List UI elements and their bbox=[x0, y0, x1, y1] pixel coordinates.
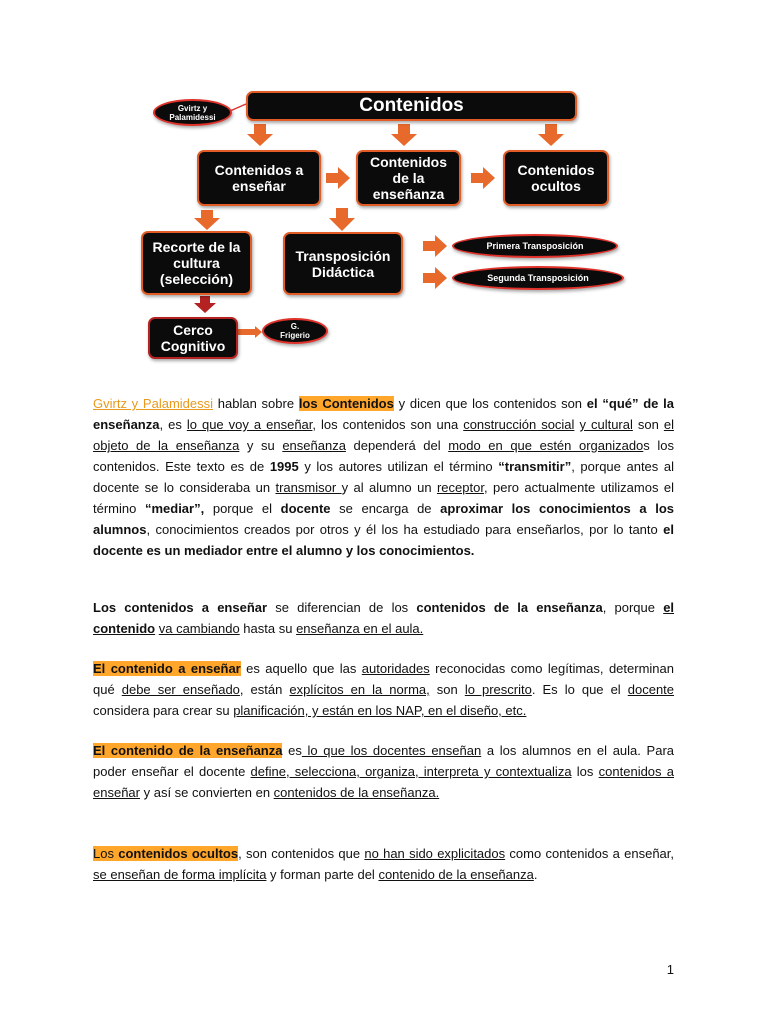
underlined-text: enseñanza bbox=[282, 438, 346, 453]
text: . Es lo que el bbox=[531, 682, 628, 697]
bold-text: el “qué” de la enseñanza bbox=[93, 396, 674, 432]
underlined-text: lo que voy a enseñar bbox=[186, 417, 313, 432]
node-contenidos-de-la-ensenanza bbox=[356, 150, 461, 206]
text: hablan sobre bbox=[213, 396, 299, 411]
underlined-text: autoridades bbox=[361, 661, 430, 676]
arrow-right-2 bbox=[471, 167, 495, 189]
arrow-down-contenidos-de-la-ensenanza bbox=[391, 124, 417, 146]
ellipse-segunda-transposicion bbox=[452, 266, 624, 290]
text: es bbox=[282, 743, 302, 758]
node-contenidos-a-ensenar-text: Contenidos a enseñar bbox=[214, 162, 304, 194]
text: los bbox=[571, 764, 599, 779]
node-transposicion-didactica bbox=[283, 232, 403, 295]
arrow-down-transposicion bbox=[329, 208, 355, 231]
bold-text: docente bbox=[280, 501, 331, 516]
frigerio-text: G. Frigerio bbox=[280, 322, 310, 340]
node-contenidos-a-ensenar bbox=[197, 150, 321, 206]
text: , conocimientos creados por otros y él los ha estudiado para enseñarlos, por lo tanto bbox=[146, 522, 664, 537]
page-number: 1 bbox=[666, 962, 674, 977]
arrow-right-1 bbox=[326, 167, 350, 189]
text: . bbox=[533, 867, 538, 882]
bold-text: 1995 bbox=[269, 459, 299, 474]
paragraph-contenidos-intro bbox=[93, 393, 674, 561]
text: , son contenidos que bbox=[238, 846, 365, 861]
bold-text: el docente es un mediador entre el alumno y los conocimientos. bbox=[93, 522, 674, 558]
text: , es bbox=[159, 417, 187, 432]
highlight-el-contenido-de-la-ensenanza: El contenido de la enseñanza bbox=[93, 743, 283, 758]
highlight-los-contenidos: los Contenidos bbox=[298, 396, 394, 411]
underlined-text: lo que los docentes enseñan bbox=[301, 743, 482, 758]
text: y dicen que los contenidos son bbox=[393, 396, 587, 411]
bold-text: “mediar”, bbox=[144, 501, 205, 516]
node-contenidos-ocultos-text: Contenidos ocultos bbox=[517, 162, 595, 194]
underlined-text: modo en que estén organizado bbox=[448, 438, 644, 453]
underlined-text: construcción social bbox=[463, 417, 575, 432]
underlined-text: transmisor bbox=[275, 480, 342, 495]
arrow-down-recorte bbox=[194, 210, 220, 230]
author-link-gvirtz[interactable]: Gvirtz y Palamidessi bbox=[93, 396, 214, 411]
node-transposicion-text: Transposición Didáctica bbox=[295, 247, 391, 280]
arrow-right-frigerio bbox=[238, 326, 262, 338]
text: como contenidos a enseñar, bbox=[505, 846, 675, 861]
underlined-text: se enseñan de forma implícita bbox=[93, 867, 267, 882]
primera-transposicion-text: Primera Transposición bbox=[486, 240, 584, 251]
text: son bbox=[429, 682, 465, 697]
text: considera para crear su bbox=[93, 703, 234, 718]
highlight-contenidos-ocultos: contenidos ocultos bbox=[118, 846, 239, 861]
paragraph-contenido-de-la-ensenanza bbox=[93, 740, 674, 803]
concept-diagram bbox=[0, 0, 768, 380]
text: se encarga de bbox=[330, 501, 441, 516]
node-contenidos-de-la-ensenanza-text: Contenidos de la enseñanza bbox=[370, 154, 447, 202]
node-recorte-de-la-cultura bbox=[141, 231, 252, 295]
arrow-down-contenidos-ocultos bbox=[538, 124, 564, 146]
underlined-text: docente bbox=[627, 682, 675, 697]
bold-text: “transmitir” bbox=[498, 459, 572, 474]
text: s los contenidos. Este texto es de bbox=[93, 438, 674, 474]
text: y los autores utilizan el término bbox=[298, 459, 499, 474]
text: hasta su bbox=[239, 621, 297, 636]
text: y forman parte del bbox=[266, 867, 379, 882]
underlined-text: debe ser enseñado bbox=[121, 682, 240, 697]
text: dependerá del bbox=[345, 438, 449, 453]
arrow-right-primera bbox=[423, 235, 447, 257]
text: , los contenidos son una bbox=[312, 417, 464, 432]
text: , porque bbox=[602, 600, 664, 615]
text: a los alumnos en el aula. Para poder enseñar el docente bbox=[93, 743, 674, 779]
paragraph-diferencia bbox=[93, 597, 674, 639]
text: es aquello que las bbox=[240, 661, 362, 676]
highlight-los: Los bbox=[93, 846, 119, 861]
node-contenidos bbox=[246, 91, 577, 121]
node-contenidos-ocultos bbox=[503, 150, 609, 206]
underlined-text: receptor bbox=[436, 480, 484, 495]
text: se diferencian de los bbox=[267, 600, 417, 615]
node-recorte-text: Recorte de la cultura (selección) bbox=[152, 239, 241, 287]
node-cerco-text: Cerco Cognitivo bbox=[160, 322, 226, 354]
highlight-el-contenido-a-ensenar: El contenido a enseñar bbox=[93, 661, 241, 676]
underlined-text: enseñanza en el aula. bbox=[296, 621, 424, 636]
underlined-text: planificación, y están en los NAP, en el diseño, etc. bbox=[233, 703, 527, 718]
bold-text: aproximar los conocimientos a los alumnos bbox=[93, 501, 675, 537]
text: , están bbox=[239, 682, 290, 697]
text: reconocidas como legítimas, determinan qué bbox=[93, 661, 674, 697]
text: y al alumno un bbox=[341, 480, 437, 495]
bold-text: contenidos de la enseñanza bbox=[416, 600, 603, 615]
author-tag-gvirtz bbox=[153, 99, 232, 126]
segunda-transposicion-text: Segunda Transposición bbox=[487, 272, 589, 283]
text: y así se convierten en bbox=[139, 785, 274, 800]
underlined-text: va cambiando bbox=[158, 621, 240, 636]
arrow-down-contenidos-a-ensenar bbox=[247, 124, 273, 146]
node-cerco-cognitivo bbox=[148, 317, 238, 359]
underlined-text: explícitos en la norma, bbox=[289, 682, 430, 697]
text: son bbox=[632, 417, 664, 432]
underlined-text: no han sido explicitados bbox=[364, 846, 506, 861]
arrow-right-segunda bbox=[423, 267, 447, 289]
paragraph-contenidos-ocultos bbox=[93, 843, 674, 885]
underlined-text: contenidos de la enseñanza. bbox=[273, 785, 440, 800]
text: porque el bbox=[204, 501, 281, 516]
arrow-down-cerco bbox=[194, 296, 216, 313]
bold-text: Los contenidos a enseñar bbox=[93, 600, 268, 615]
underlined-text: contenidos a enseñar bbox=[93, 764, 674, 800]
bold-underlined-text: el contenido bbox=[93, 600, 675, 636]
connector-gvirtz bbox=[230, 104, 246, 111]
author-tag-gvirtz-text: Gvirtz y Palamidessi bbox=[169, 103, 216, 122]
paragraph-contenido-a-ensenar bbox=[93, 658, 674, 721]
ellipse-primera-transposicion bbox=[452, 234, 618, 258]
underlined-text: lo prescrito bbox=[464, 682, 532, 697]
underlined-text: define, selecciona, organiza, interpreta y contextualiza bbox=[250, 764, 572, 779]
ellipse-frigerio bbox=[262, 318, 328, 344]
node-contenidos-text: Contenidos bbox=[359, 95, 464, 116]
text: , pero actualmente utilizamos el término bbox=[93, 480, 674, 516]
text: , porque antes al docente se lo consideraba un bbox=[93, 459, 674, 495]
underlined-text: contenido de la enseñanza bbox=[378, 867, 534, 882]
text: y su bbox=[239, 438, 283, 453]
underlined-text: el objeto de la enseñanza bbox=[93, 417, 674, 453]
underlined-text: y cultural bbox=[579, 417, 633, 432]
